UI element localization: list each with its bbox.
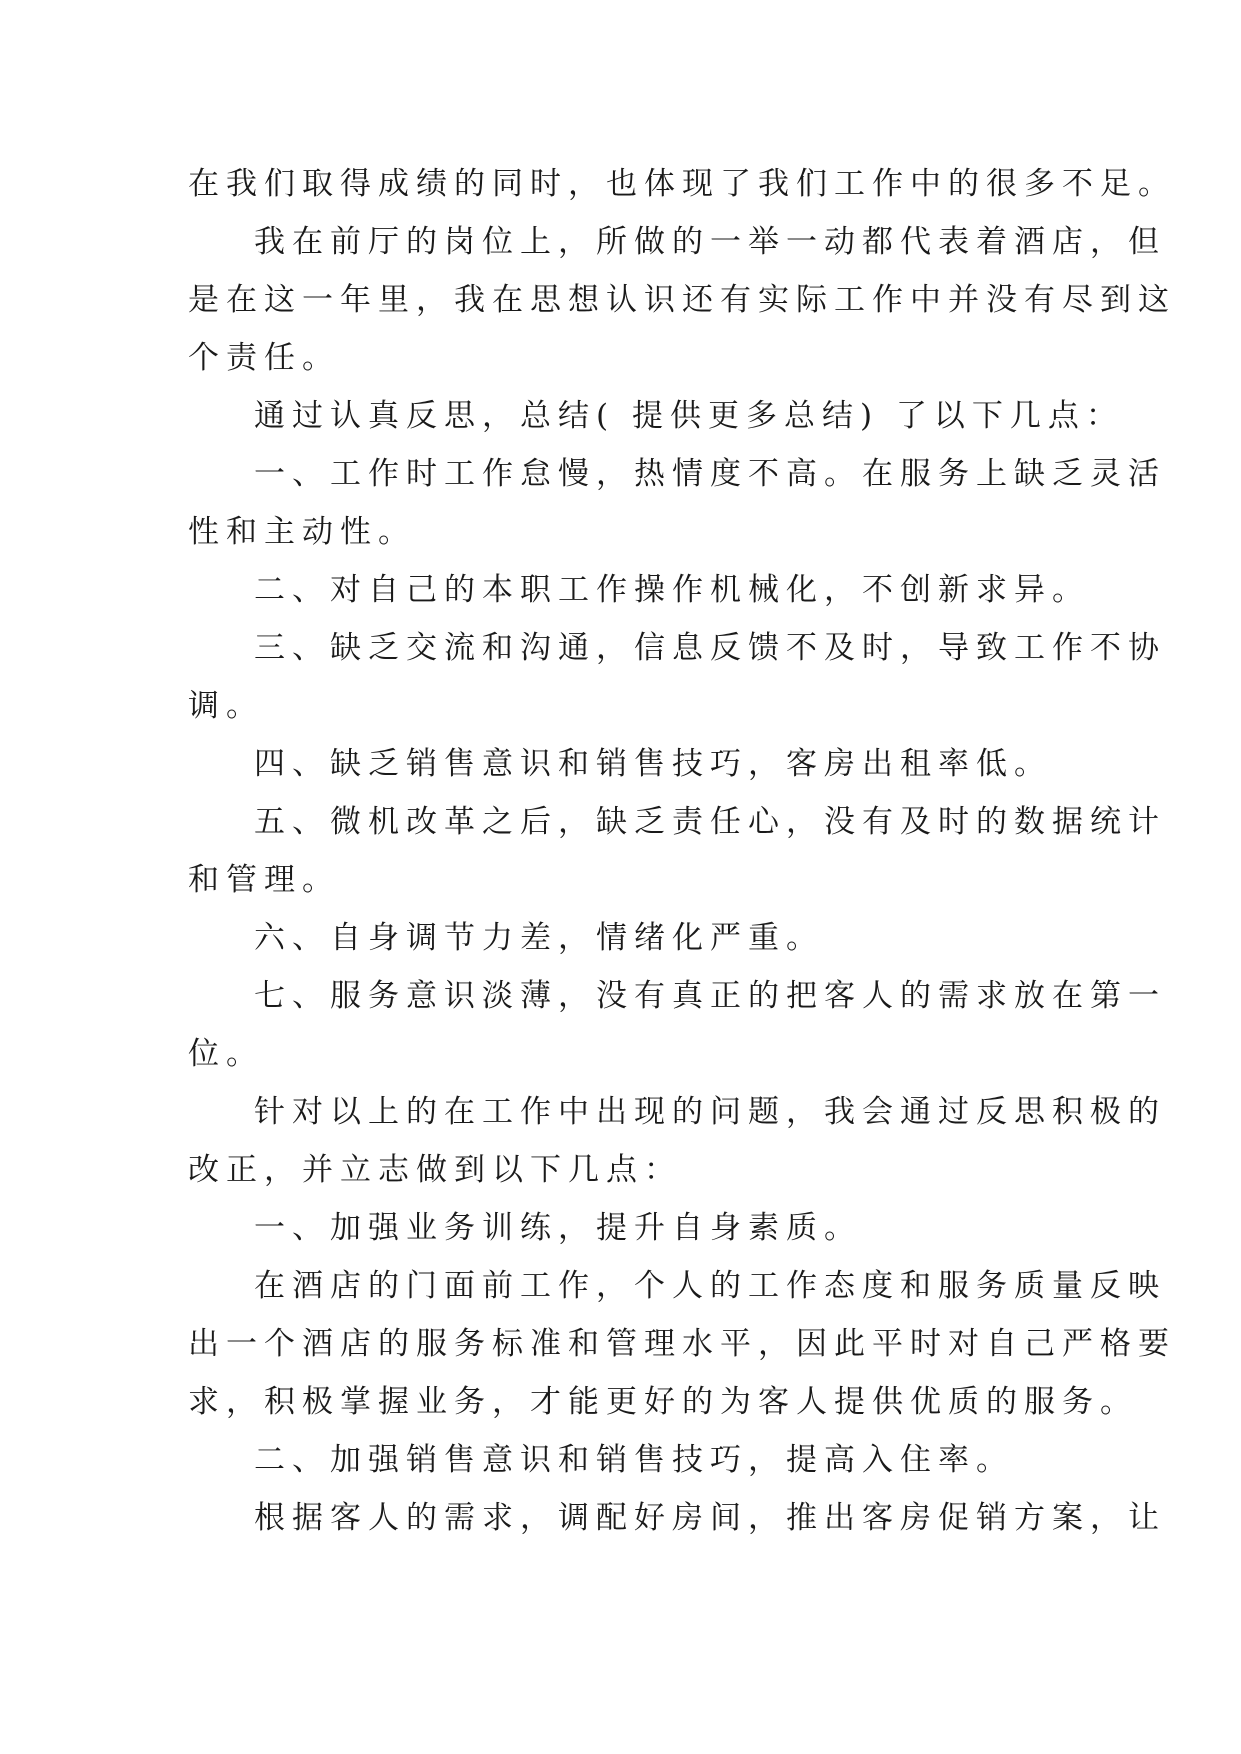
text-line: 位。 [188, 1036, 264, 1072]
text-line: 针对以上的在工作中出现的问题，我会通过反思积极的 [254, 1094, 1166, 1130]
text-line: 通过认真反思，总结( 提供更多总结) 了以下几点： [254, 398, 1124, 434]
text-line: 三、缺乏交流和沟通，信息反馈不及时，导致工作不协 [254, 630, 1166, 666]
text-line: 四、缺乏销售意识和销售技巧，客房出租率低。 [254, 746, 1052, 782]
text-line: 性和主动性。 [188, 514, 416, 550]
text-line: 和管理。 [188, 862, 340, 898]
text-line: 根据客人的需求，调配好房间，推出客房促销方案，让 [254, 1500, 1166, 1536]
document-body [188, 155, 1188, 1547]
text-line: 调。 [188, 688, 264, 724]
text-line: 五、微机改革之后，缺乏责任心，没有及时的数据统计 [254, 804, 1166, 840]
text-line: 在酒店的门面前工作，个人的工作态度和服务质量反映 [254, 1268, 1166, 1304]
text-line: 我在前厅的岗位上，所做的一举一动都代表着酒店，但 [254, 224, 1166, 260]
text-line: 二、加强销售意识和销售技巧，提高入住率。 [254, 1442, 1014, 1478]
text-line: 六、自身调节力差，情绪化严重。 [254, 920, 824, 956]
text-line: 在我们取得成绩的同时，也体现了我们工作中的很多不足。 [188, 166, 1176, 202]
text-line: 求，积极掌握业务，才能更好的为客人提供优质的服务。 [188, 1384, 1138, 1420]
text-line: 改正，并立志做到以下几点： [188, 1152, 682, 1188]
text-line: 二、对自己的本职工作操作机械化，不创新求异。 [254, 572, 1090, 608]
text-line: 一、加强业务训练，提升自身素质。 [254, 1210, 862, 1246]
text-line: 是在这一年里，我在思想认识还有实际工作中并没有尽到这 [188, 282, 1176, 318]
text-line: 出一个酒店的服务标准和管理水平，因此平时对自己严格要 [188, 1326, 1176, 1362]
text-line: 个责任。 [188, 340, 340, 376]
text-line: 一、工作时工作怠慢，热情度不高。在服务上缺乏灵活 [254, 456, 1166, 492]
text-line: 七、服务意识淡薄，没有真正的把客人的需求放在第一 [254, 978, 1166, 1014]
